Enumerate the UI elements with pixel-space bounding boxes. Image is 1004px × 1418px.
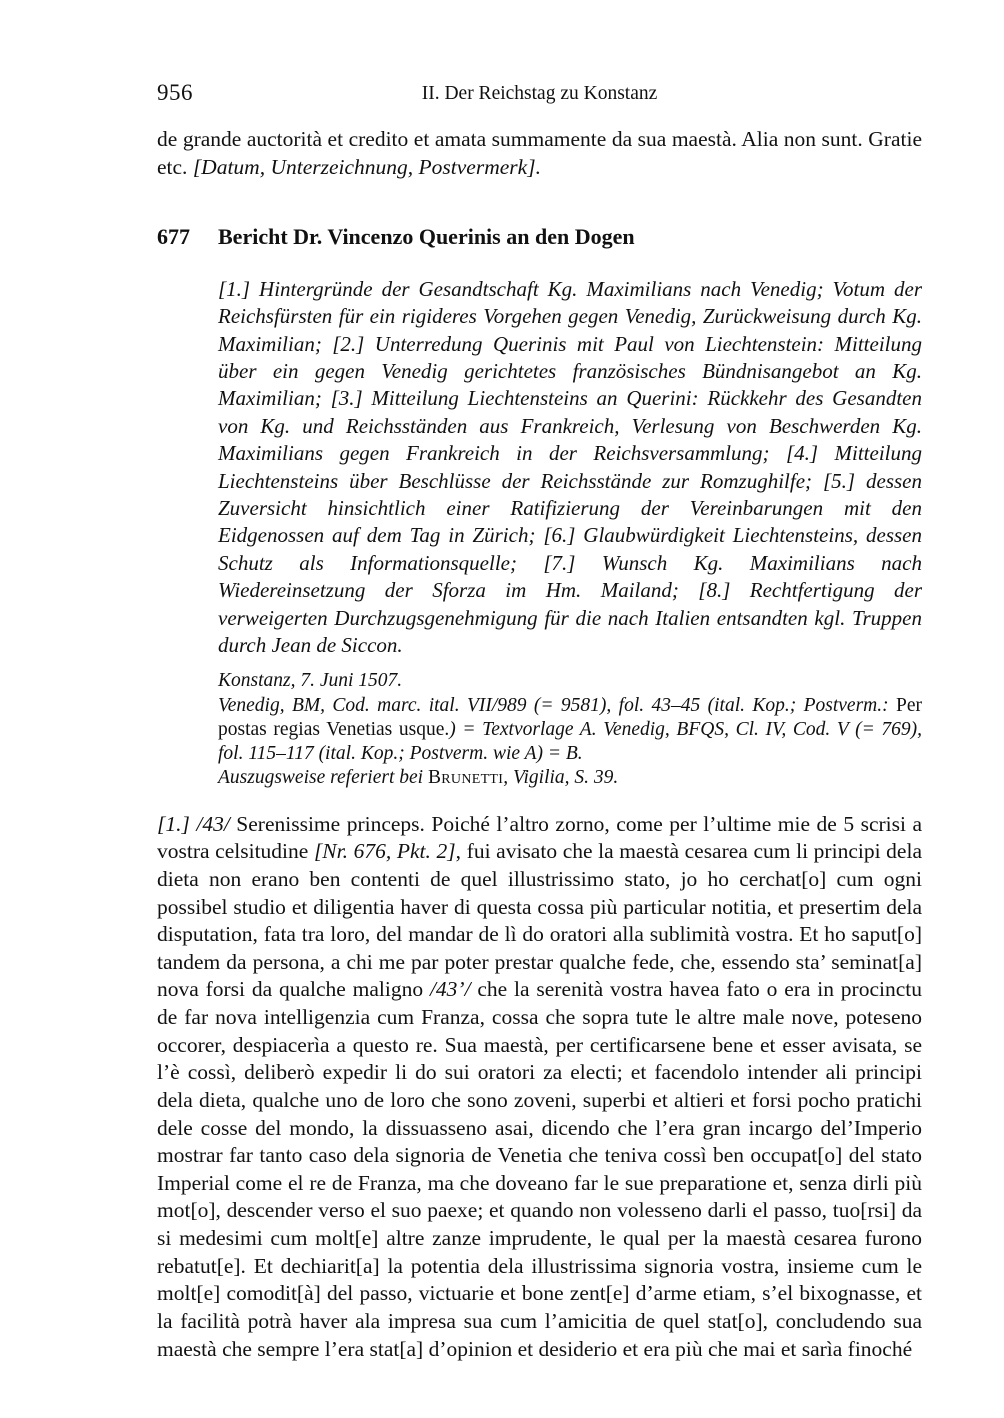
entry-number: 677 bbox=[157, 223, 190, 249]
meta-source: Venedig, BM, Cod. marc. ital. VII/989 (= 9581), fol. 43–45 (ital. Kop.; Postverm.: Per postas regias Venetias usque.) = Textvorlage A. Venedig, BFQS, Cl. IV, Cod. V (= 769), fol. 115–117 (ital. Kop.; Postverm. wie A) = B. bbox=[218, 694, 922, 765]
page-number: 956 bbox=[157, 80, 193, 105]
entry-summary: [1.] Hintergründe der Gesandtschaft Kg. Maximilians nach Venedig; Votum der Reichsfürsten für ein rigideres Vorgehen gegen Venedig, Zurückweisung durch Kg. Maximilian; [2.] Unterredung Querinis mit Paul von Liechtenstein: Mitteilung über ein gegen Venedig gerichtetes französisches Bündnisangebot an Kg. Maximilian; [3.] Mitteilung Liechtensteins an Querini: Rückkehr des Gesandten von Kg. und Reichsständen aus Frankreich, Verlesung von Beschwerden Kg. Maximilians gegen Frankreich in der Reichsversammlung; [4.] Mitteilung Liechtensteins über Beschlüsse der Reichsstände zur Romzughilfe; [5.] dessen Zuversicht hinsichtlich einer Ratifizierung der Vereinbarungen mit den Eidgenossen auf dem Tag in Zürich; [6.] Glaubwürdigkeit Liechtensteins, dessen Schutz als Informationsquelle; [7.] Wunsch Kg. Maximilians nach Wiedereinsetzung der Sforza im Hm. Mailand; [8.] Rechtfertigung der verweigerten Durchzugsgenehmigung für die nach Italien entsandten kgl. Truppen durch Jean de Siccon. bbox=[218, 276, 922, 657]
entry-title: Bericht Dr. Vincenzo Querinis an den Dogen bbox=[218, 223, 635, 249]
intro-paragraph: de grande auctorità et credito et amata summamente da sua maestà. Alia non sunt. Gratie etc. [Datum, Unterzeichnung, Postvermerk]. bbox=[157, 127, 922, 179]
entry-meta bbox=[218, 669, 922, 790]
page-header bbox=[157, 80, 922, 108]
meta-dateline: Konstanz, 7. Juni 1507. bbox=[218, 670, 403, 692]
body-paragraph: [1.] /43/ Serenissime princeps. Poiché l’altro zorno, come per l’ultime mie de 5 scrisi a vostra celsitudine [Nr. 676, Pkt. 2], fui avisato che la maestà cesarea cum li principi dela dieta non erano ben contenti de quel illustrissimo stato, jo ho cerchat[o] cum ogni possibel studio et diligentia haver di questa cossa più particular notitia, et presertim dela disputation, fata tra loro, del mandar de lì do oratori alla sublimità vostra. Et ho saput[o] tandem da persona, a chi me par poter prestar qualche fede, che, essendo sta’ seminat[a] nova forsi da qualche maligno /43’/ che la serenità vostra havea fato o era in procinctu de far nova intelligenzia cum Franza, cossa che sopra tute le altre male nove, poteseno occorer, despiacerìa a questo re. Sua maestà, per certificarsene bene et esser avisata, se l’è cossì, deliberò expedir li do sui oratori za electi; et facendolo intender ali principi dela dieta, qualche uno de loro che sono zoveni, superbi et altieri et forsi pocho pratichi dele cosse del mondo, la dissuasseno asai, dicendo che l’era gran incargo del’Imperio mostrar far tanto caso dela signoria de Venetia che teniva cossì ben occupat[o] del stato Imperial come el re de Franza, ma che doveano far le sue preparatione et, senza dirli più mot[o], descender verso el suo paexe; et quando non volesseno darli el passo, tuo[rsi] da si medesimi cum molt[e] altre zanze imprudente, le qual per la maestà cesarea furono rebatut[e]. Et dechiarit[a] la potentia dela illustrissima signoria vostra, insieme cum le molt[e] comodit[à] del passo, victuarie et bone zent[e] d’arme etiam, s’el bixognasse, et la facilità potrà haver ala impresa sua cum l’amicitia de quel stat[o], concludendo sua maestà che sempre l’era stat[a] d’opinion et desiderio et era più che mai et sarìa finoché bbox=[157, 811, 922, 1361]
entry-heading bbox=[157, 224, 922, 250]
page-content bbox=[157, 80, 922, 1363]
running-head: II. Der Reichstag zu Konstanz bbox=[421, 83, 658, 104]
meta-reference: Auszugsweise referiert bei Brunetti, Vigilia, S. 39. bbox=[218, 767, 619, 789]
